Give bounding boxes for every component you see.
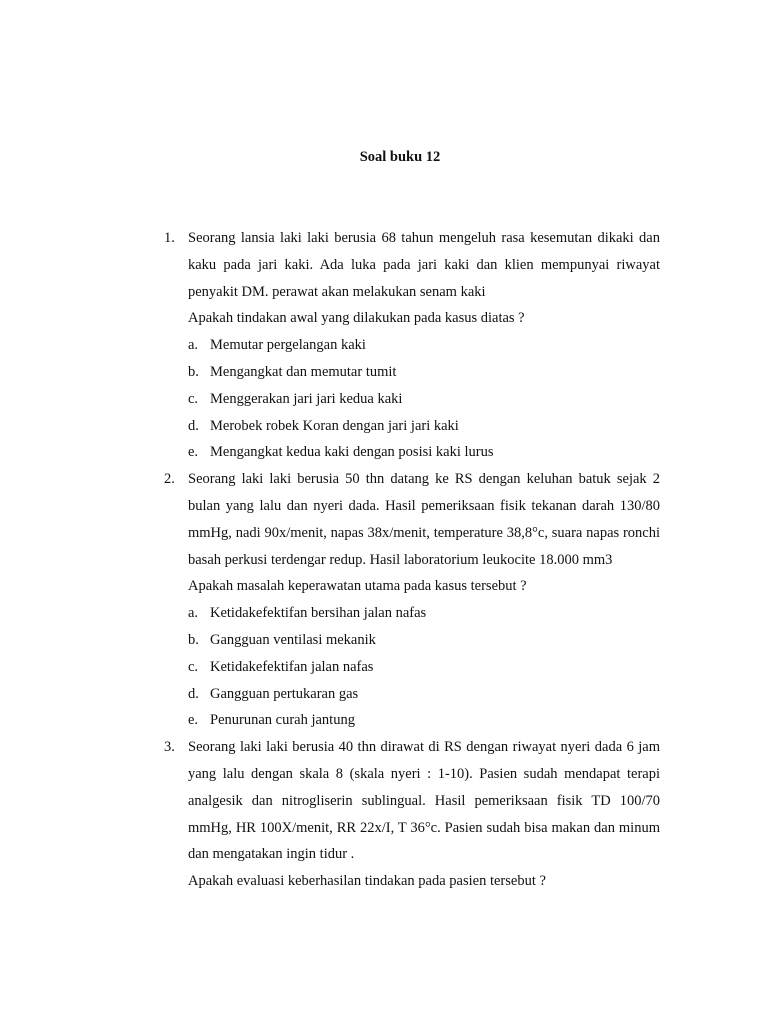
question-1	[164, 225, 660, 466]
option-b	[188, 627, 660, 654]
option-b	[188, 359, 660, 386]
option-text: Mengangkat dan memutar tumit	[210, 363, 397, 380]
option-text: Penurunan curah jantung	[210, 712, 355, 729]
option-letter: c.	[188, 658, 199, 675]
option-letter: d.	[188, 417, 199, 434]
question-list	[164, 225, 660, 895]
option-letter: a.	[188, 337, 199, 354]
option-text: Memutar pergelangan kaki	[210, 337, 366, 354]
question-text: Seorang lansia laki laki berusia 68 tahun mengeluh rasa kesemutan dikaki dan kaku pada jari kaki. Ada luka pada jari kaki dan klien mempunyai riwayat penyakit DM. perawat akan melakukan senam kaki	[188, 230, 660, 300]
question-prompt: Apakah evaluasi keberhasilan tindakan pada pasien tersebut ?	[188, 873, 546, 890]
question-number: 3.	[164, 739, 175, 756]
option-letter: a.	[188, 605, 199, 622]
question-text: Seorang laki laki berusia 40 thn dirawat di RS dengan riwayat nyeri dada 6 jam yang lalu dengan skala 8 (skala nyeri : 1-10). Pasien sudah mendapat terapi analgesik dan nitrogliserin sublingual. Hasil pemeriksaan fisik TD 100/70 mmHg, HR 100X/menit, RR 22x/I, T 36°c. Pasien sudah bisa makan dan minum dan mengatakan ingin tidur .	[188, 739, 660, 863]
option-letter: d.	[188, 685, 199, 702]
option-c	[188, 654, 660, 681]
option-e	[188, 439, 660, 466]
question-number: 2.	[164, 471, 175, 488]
option-letter: c.	[188, 390, 199, 407]
question-prompt: Apakah tindakan awal yang dilakukan pada kasus diatas ?	[188, 310, 525, 327]
option-text: Mengangkat kedua kaki dengan posisi kaki lurus	[210, 444, 494, 461]
option-text: Merobek robek Koran dengan jari jari kaki	[210, 417, 459, 434]
option-d	[188, 681, 660, 708]
option-text: Ketidakefektifan bersihan jalan nafas	[210, 605, 427, 622]
question-prompt: Apakah masalah keperawatan utama pada kasus tersebut ?	[188, 578, 527, 595]
option-text: Ketidakefektifan jalan nafas	[210, 658, 374, 675]
question-text: Seorang laki laki berusia 50 thn datang ke RS dengan keluhan batuk sejak 2 bulan yang lalu dan nyeri dada. Hasil pemeriksaan fisik tekanan darah 130/80 mmHg, nadi 90x/menit, napas 38x/menit, temperature 38,8°c, suara napas ronchi basah perkusi terdengar redup. Hasil laboratorium leukocite 18.000 mm3	[188, 471, 660, 568]
option-list	[188, 600, 660, 734]
question-number: 1.	[164, 230, 175, 246]
option-text: Menggerakan jari jari kedua kaki	[210, 390, 403, 407]
option-text: Gangguan pertukaran gas	[210, 685, 359, 702]
option-list	[188, 332, 660, 466]
page-title: Soal buku 12	[359, 149, 441, 165]
option-e	[188, 707, 660, 734]
option-d	[188, 413, 660, 440]
option-letter: e.	[188, 712, 199, 729]
question-3	[164, 734, 660, 895]
option-text: Gangguan ventilasi mekanik	[210, 631, 376, 648]
option-letter: e.	[188, 444, 199, 461]
option-letter: b.	[188, 363, 199, 380]
option-c	[188, 386, 660, 413]
option-letter: b.	[188, 631, 199, 648]
option-a	[188, 332, 660, 359]
option-a	[188, 600, 660, 627]
question-2	[164, 466, 660, 734]
